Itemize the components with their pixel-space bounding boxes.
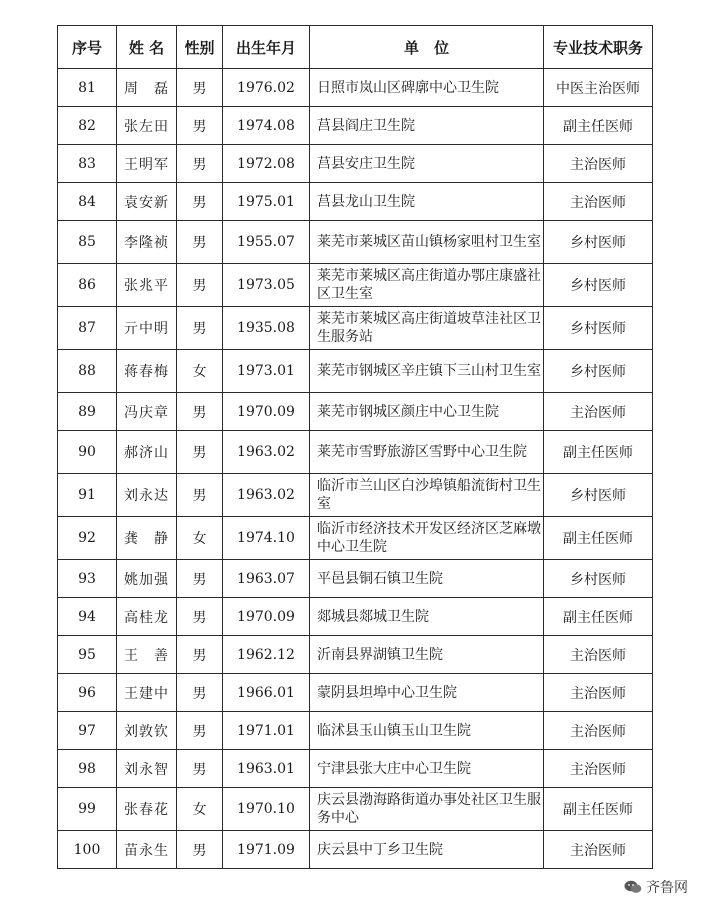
cell-birth: 1963.02 [223, 474, 310, 517]
cell-title: 乡村医师 [544, 560, 653, 598]
cell-birth: 1966.01 [223, 674, 310, 712]
cell-unit: 临沂市经济技术开发区经济区芝麻墩中心卫生院 [310, 517, 544, 560]
cell-no: 91 [58, 474, 117, 517]
cell-gender: 男 [177, 474, 223, 517]
table-header-row [58, 26, 653, 69]
cell-name: 亓中明 [117, 307, 177, 350]
cell-gender: 男 [177, 183, 223, 221]
table-row [58, 517, 653, 560]
cell-birth: 1973.05 [223, 264, 310, 307]
cell-title: 主治医师 [544, 750, 653, 788]
cell-title: 主治医师 [544, 636, 653, 674]
cell-unit: 莱芜市莱城区苗山镇杨家咀村卫生室 [310, 221, 544, 264]
cell-gender: 男 [177, 831, 223, 869]
cell-no: 83 [58, 145, 117, 183]
cell-gender: 男 [177, 69, 223, 107]
cell-name: 王建中 [117, 674, 177, 712]
personnel-table [57, 25, 653, 869]
cell-title: 主治医师 [544, 831, 653, 869]
cell-title: 乡村医师 [544, 221, 653, 264]
table-row [58, 750, 653, 788]
cell-no: 82 [58, 107, 117, 145]
cell-title: 主治医师 [544, 712, 653, 750]
cell-name: 刘永达 [117, 474, 177, 517]
cell-name: 冯庆章 [117, 393, 177, 431]
cell-unit: 宁津县张大庄中心卫生院 [310, 750, 544, 788]
cell-birth: 1974.10 [223, 517, 310, 560]
cell-no: 95 [58, 636, 117, 674]
cell-name: 高桂龙 [117, 598, 177, 636]
table-row [58, 712, 653, 750]
cell-name: 李隆祯 [117, 221, 177, 264]
cell-unit: 莱芜市钢城区颜庄中心卫生院 [310, 393, 544, 431]
cell-gender: 女 [177, 350, 223, 393]
cell-unit: 莒县安庄卫生院 [310, 145, 544, 183]
table-row [58, 560, 653, 598]
table-row [58, 264, 653, 307]
cell-name: 刘永智 [117, 750, 177, 788]
header-name: 姓 名 [117, 26, 177, 69]
cell-unit: 日照市岚山区碑廓中心卫生院 [310, 69, 544, 107]
cell-birth: 1962.12 [223, 636, 310, 674]
cell-birth: 1970.10 [223, 788, 310, 831]
cell-no: 100 [58, 831, 117, 869]
cell-gender: 女 [177, 788, 223, 831]
cell-birth: 1963.01 [223, 750, 310, 788]
cell-name: 王明军 [117, 145, 177, 183]
cell-name: 王 善 [117, 636, 177, 674]
cell-title: 副主任医师 [544, 431, 653, 474]
table-row [58, 431, 653, 474]
header-gender: 性别 [177, 26, 223, 69]
cell-unit: 莱芜市钢城区辛庄镇下三山村卫生室 [310, 350, 544, 393]
cell-unit: 莱芜市雪野旅游区雪野中心卫生院 [310, 431, 544, 474]
cell-name: 蒋春梅 [117, 350, 177, 393]
cell-birth: 1955.07 [223, 221, 310, 264]
cell-title: 乡村医师 [544, 264, 653, 307]
cell-gender: 男 [177, 750, 223, 788]
cell-birth: 1970.09 [223, 598, 310, 636]
header-no: 序号 [58, 26, 117, 69]
cell-title: 副主任医师 [544, 107, 653, 145]
watermark [624, 877, 688, 897]
cell-birth: 1972.08 [223, 145, 310, 183]
cell-no: 85 [58, 221, 117, 264]
cell-no: 98 [58, 750, 117, 788]
cell-gender: 男 [177, 145, 223, 183]
cell-unit: 临沭县玉山镇玉山卫生院 [310, 712, 544, 750]
cell-no: 92 [58, 517, 117, 560]
table-row [58, 598, 653, 636]
table-row [58, 393, 653, 431]
cell-no: 84 [58, 183, 117, 221]
table-row [58, 831, 653, 869]
cell-unit: 郯城县郯城卫生院 [310, 598, 544, 636]
cell-name: 张春花 [117, 788, 177, 831]
table-row [58, 145, 653, 183]
cell-birth: 1963.07 [223, 560, 310, 598]
header-unit: 单 位 [310, 26, 544, 69]
table-row [58, 107, 653, 145]
cell-unit: 莒县阎庄卫生院 [310, 107, 544, 145]
cell-gender: 男 [177, 393, 223, 431]
cell-no: 90 [58, 431, 117, 474]
cell-title: 副主任医师 [544, 788, 653, 831]
cell-name: 郝济山 [117, 431, 177, 474]
table-row [58, 69, 653, 107]
table-row [58, 636, 653, 674]
cell-birth: 1971.09 [223, 831, 310, 869]
cell-unit: 沂南县界湖镇卫生院 [310, 636, 544, 674]
cell-birth: 1974.08 [223, 107, 310, 145]
cell-gender: 男 [177, 431, 223, 474]
cell-no: 87 [58, 307, 117, 350]
cell-gender: 男 [177, 598, 223, 636]
cell-title: 副主任医师 [544, 517, 653, 560]
cell-birth: 1975.01 [223, 183, 310, 221]
cell-birth: 1963.02 [223, 431, 310, 474]
cell-gender: 男 [177, 674, 223, 712]
cell-no: 89 [58, 393, 117, 431]
header-title: 专业技术职务 [544, 26, 653, 69]
table-row [58, 221, 653, 264]
cell-name: 刘敦钦 [117, 712, 177, 750]
cell-no: 94 [58, 598, 117, 636]
cell-unit: 临沂市兰山区白沙埠镇船流街村卫生室 [310, 474, 544, 517]
cell-title: 乡村医师 [544, 307, 653, 350]
cell-gender: 女 [177, 517, 223, 560]
table-row [58, 474, 653, 517]
cell-no: 97 [58, 712, 117, 750]
wechat-icon [624, 880, 642, 894]
cell-no: 93 [58, 560, 117, 598]
cell-gender: 男 [177, 221, 223, 264]
table-row [58, 307, 653, 350]
cell-no: 96 [58, 674, 117, 712]
cell-unit: 庆云县中丁乡卫生院 [310, 831, 544, 869]
cell-name: 张左田 [117, 107, 177, 145]
cell-name: 龚 静 [117, 517, 177, 560]
cell-no: 99 [58, 788, 117, 831]
cell-unit: 庆云县渤海路街道办事处社区卫生服务中心 [310, 788, 544, 831]
table-row [58, 183, 653, 221]
cell-unit: 莱芜市莱城区高庄街道办鄂庄康盛社区卫生室 [310, 264, 544, 307]
table-row [58, 788, 653, 831]
cell-title: 乡村医师 [544, 474, 653, 517]
cell-gender: 男 [177, 307, 223, 350]
cell-no: 86 [58, 264, 117, 307]
table-row [58, 350, 653, 393]
cell-unit: 莒县龙山卫生院 [310, 183, 544, 221]
cell-birth: 1973.01 [223, 350, 310, 393]
cell-name: 姚加强 [117, 560, 177, 598]
cell-birth: 1935.08 [223, 307, 310, 350]
header-birth: 出生年月 [223, 26, 310, 69]
cell-gender: 男 [177, 560, 223, 598]
cell-title: 副主任医师 [544, 598, 653, 636]
cell-name: 苗永生 [117, 831, 177, 869]
cell-title: 乡村医师 [544, 350, 653, 393]
cell-name: 袁安新 [117, 183, 177, 221]
cell-gender: 男 [177, 107, 223, 145]
watermark-text: 齐鲁网 [646, 880, 688, 896]
cell-title: 主治医师 [544, 674, 653, 712]
cell-title: 主治医师 [544, 145, 653, 183]
cell-title: 主治医师 [544, 393, 653, 431]
cell-birth: 1970.09 [223, 393, 310, 431]
cell-unit: 莱芜市莱城区高庄街道坡草洼社区卫生服务站 [310, 307, 544, 350]
cell-gender: 男 [177, 264, 223, 307]
cell-gender: 男 [177, 712, 223, 750]
cell-name: 周 磊 [117, 69, 177, 107]
cell-name: 张兆平 [117, 264, 177, 307]
cell-title: 中医主治医师 [544, 69, 653, 107]
cell-unit: 蒙阴县坦埠中心卫生院 [310, 674, 544, 712]
table-row [58, 674, 653, 712]
cell-no: 88 [58, 350, 117, 393]
cell-title: 主治医师 [544, 183, 653, 221]
cell-birth: 1976.02 [223, 69, 310, 107]
cell-gender: 男 [177, 636, 223, 674]
cell-unit: 平邑县铜石镇卫生院 [310, 560, 544, 598]
cell-birth: 1971.01 [223, 712, 310, 750]
cell-no: 81 [58, 69, 117, 107]
